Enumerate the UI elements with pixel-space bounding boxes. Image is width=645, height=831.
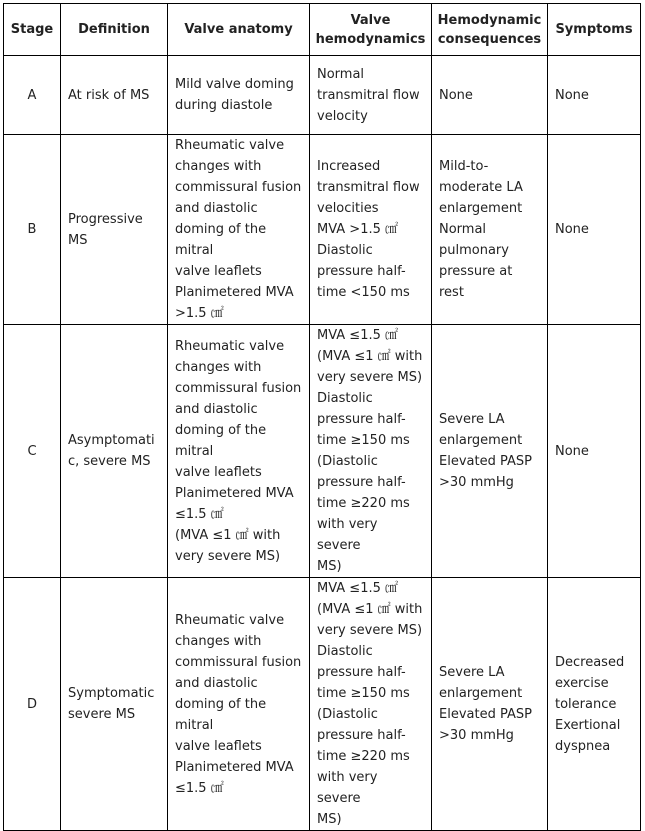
cell-line: enlargement: [439, 686, 523, 701]
cell-line: (MVA ≤1 ㎠ with: [317, 349, 423, 364]
cell-line: changes with: [175, 633, 262, 649]
definition-cell: At risk of MS: [61, 56, 168, 135]
cell-line: Increased: [317, 159, 381, 174]
header-hemodynamic-consequences: Hemodynamic consequences: [432, 4, 548, 56]
cell-line: Elevated PASP: [439, 454, 532, 469]
mitral-stenosis-stages-table: [3, 3, 641, 831]
table-header-row: [4, 4, 641, 56]
cell-line: Planimetered MVA: [175, 759, 294, 775]
cell-line: with very severe: [317, 517, 378, 553]
header-stage: Stage: [4, 4, 61, 56]
cell-line: (Diastolic: [317, 454, 378, 469]
cell-line: Diastolic: [317, 644, 373, 659]
hemodynamic-consequences-cell: [432, 325, 548, 578]
cell-line: Exertional: [555, 717, 621, 733]
cell-line: Planimetered MVA: [175, 485, 294, 501]
table-row: [4, 56, 641, 135]
cell-line: Rheumatic valve: [175, 338, 285, 354]
cell-line: doming of the mitral: [175, 222, 267, 258]
cell-line: commissural fusion: [175, 654, 302, 670]
valve-anatomy-cell: [168, 56, 310, 135]
cell-line: (MVA ≤1 ㎠ with: [175, 527, 281, 543]
cell-line: >1.5 ㎠: [175, 306, 224, 321]
header-definition: Definition: [61, 4, 168, 56]
cell-line: pressure half-: [317, 728, 406, 743]
cell-line: valve leaflets: [175, 264, 262, 279]
cell-line: Planimetered MVA: [175, 285, 294, 300]
definition-cell: Asymptomatic, severe MS: [61, 325, 168, 578]
cell-line: pulmonary: [439, 243, 509, 258]
table-row: [4, 325, 641, 578]
cell-line: changes with: [175, 159, 262, 174]
cell-line: Normal: [317, 66, 365, 82]
cell-line: Rheumatic valve: [175, 612, 285, 628]
cell-line: Severe LA: [439, 412, 505, 427]
cell-line: enlargement: [439, 201, 523, 216]
cell-line: Decreased: [555, 654, 625, 670]
valve-anatomy-cell: [168, 325, 310, 578]
cell-line: MS): [317, 812, 342, 827]
header-symptoms: Symptoms: [548, 4, 641, 56]
valve-hemodynamics-cell: [310, 135, 432, 325]
cell-line: (Diastolic: [317, 707, 378, 722]
cell-line: pressure half-: [317, 665, 406, 680]
cell-line: time ≥150 ms: [317, 433, 410, 448]
cell-line: MS): [317, 559, 342, 574]
symptoms-cell: [548, 56, 641, 135]
cell-line: valve leaflets: [175, 738, 262, 754]
cell-line: Diastolic: [317, 243, 373, 258]
cell-line: tolerance: [555, 696, 617, 712]
definition-cell: Symptomatic severe MS: [61, 578, 168, 831]
cell-line: with very severe: [317, 770, 378, 806]
hemodynamic-consequences-cell: [432, 578, 548, 831]
symptoms-cell: [548, 135, 641, 325]
cell-line: commissural fusion: [175, 380, 302, 396]
cell-line: transmitral flow: [317, 180, 420, 195]
stage-cell: C: [4, 325, 61, 578]
cell-line: pressure half-: [317, 412, 406, 427]
cell-line: time ≥220 ms: [317, 749, 410, 764]
cell-line: None: [439, 87, 473, 103]
hemodynamic-consequences-cell: [432, 56, 548, 135]
cell-line: None: [555, 443, 589, 459]
symptoms-cell: [548, 578, 641, 831]
cell-line: velocity: [317, 108, 368, 124]
stage-cell: A: [4, 56, 61, 135]
cell-line: doming of the mitral: [175, 422, 267, 459]
cell-line: (MVA ≤1 ㎠ with: [317, 602, 423, 617]
stage-cell: B: [4, 135, 61, 325]
cell-line: time ≥150 ms: [317, 686, 410, 701]
cell-line: None: [555, 87, 589, 103]
cell-line: Rheumatic valve: [175, 138, 285, 153]
cell-line: time ≥220 ms: [317, 496, 410, 511]
cell-line: exercise: [555, 675, 609, 691]
cell-line: valve leaflets: [175, 464, 262, 480]
cell-line: very severe MS): [317, 623, 423, 638]
cell-line: MVA ≤1.5 ㎠: [317, 581, 399, 596]
cell-line: transmitral flow: [317, 87, 420, 103]
cell-line: pressure half-: [317, 264, 406, 279]
table-row: [4, 135, 641, 325]
cell-line: enlargement: [439, 433, 523, 448]
cell-line: Normal: [439, 222, 487, 237]
cell-line: moderate LA: [439, 180, 523, 195]
valve-hemodynamics-cell: [310, 325, 432, 578]
header-valve-hemodynamics: Valve hemodynamics: [310, 4, 432, 56]
cell-line: commissural fusion: [175, 180, 302, 195]
cell-line: dyspnea: [555, 738, 611, 754]
cell-line: doming of the mitral: [175, 696, 267, 733]
valve-hemodynamics-cell: [310, 578, 432, 831]
valve-anatomy-cell: [168, 135, 310, 325]
cell-line: Diastolic: [317, 391, 373, 406]
cell-line: time <150 ms: [317, 285, 410, 300]
cell-line: Elevated PASP: [439, 707, 532, 722]
valve-anatomy-cell: [168, 578, 310, 831]
cell-line: None: [555, 222, 589, 237]
header-valve-anatomy: Valve anatomy: [168, 4, 310, 56]
cell-line: and diastolic: [175, 401, 258, 417]
cell-line: pressure at rest: [439, 264, 513, 300]
cell-line: >30 mmHg: [439, 728, 514, 743]
cell-line: during diastole: [175, 98, 273, 113]
cell-line: very severe MS): [317, 370, 423, 385]
cell-line: very severe MS): [175, 548, 281, 564]
cell-line: Severe LA: [439, 665, 505, 680]
cell-line: Mild-to-: [439, 159, 489, 174]
cell-line: MVA ≤1.5 ㎠: [317, 328, 399, 343]
definition-cell: Progressive MS: [61, 135, 168, 325]
cell-line: >30 mmHg: [439, 475, 514, 490]
cell-line: and diastolic: [175, 675, 258, 691]
cell-line: and diastolic: [175, 201, 258, 216]
table-row: [4, 578, 641, 831]
hemodynamic-consequences-cell: [432, 135, 548, 325]
cell-line: Mild valve doming: [175, 77, 294, 92]
cell-line: ≤1.5 ㎠: [175, 780, 224, 796]
cell-line: ≤1.5 ㎠: [175, 506, 224, 522]
cell-line: velocities: [317, 201, 379, 216]
stage-cell: D: [4, 578, 61, 831]
cell-line: MVA >1.5 ㎠: [317, 222, 399, 237]
cell-line: pressure half-: [317, 475, 406, 490]
symptoms-cell: [548, 325, 641, 578]
cell-line: changes with: [175, 359, 262, 375]
valve-hemodynamics-cell: [310, 56, 432, 135]
